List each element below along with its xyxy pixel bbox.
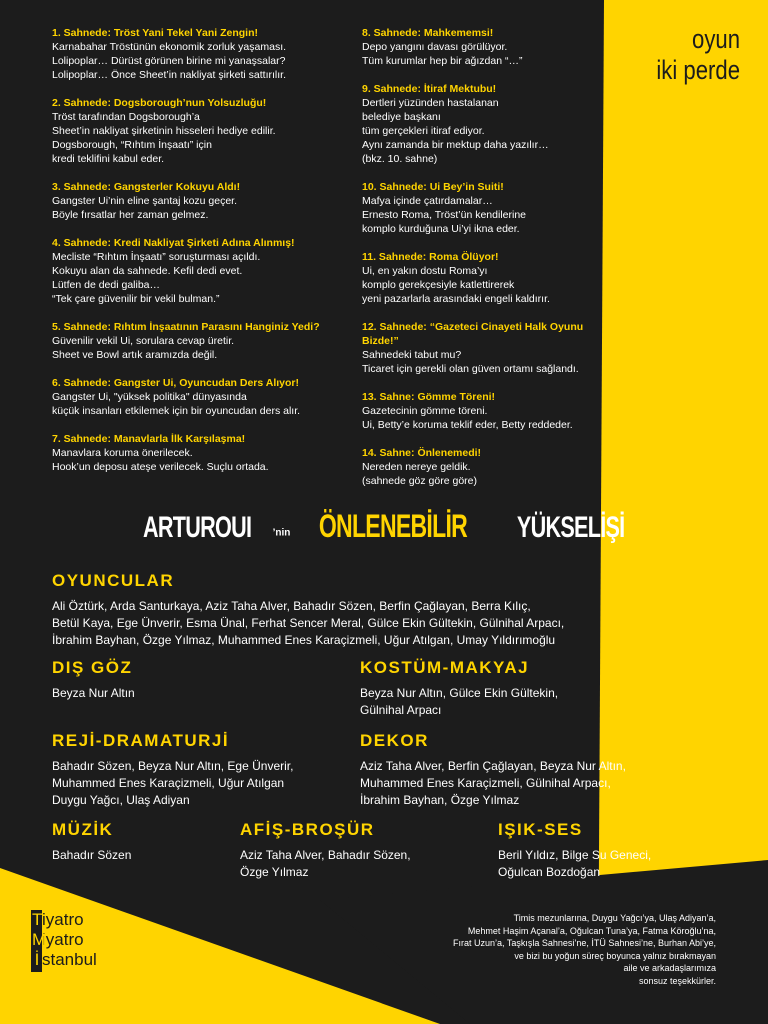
- scene-line: kredi teklifini kabul eder.: [52, 153, 165, 165]
- credit-line: Muhammed Enes Karaçizmeli, Uğur Atılgan: [52, 776, 285, 790]
- scene-block: [362, 390, 622, 432]
- scene-block: [362, 250, 622, 306]
- logo-row: [32, 950, 97, 970]
- scene-block: [362, 180, 622, 236]
- credit-line: Aziz Taha Alver, Bahadır Sözen,: [240, 848, 411, 862]
- credit-afis-brosur: [240, 819, 470, 881]
- scene-line: yeni pazarlarla arasındaki engeli kaldırır.: [362, 293, 550, 305]
- credit-line: Betül Kaya, Ege Ünverir, Esma Ünal, Ferhat Sencer Meral, Gülce Ekin Gültekin, Gülnihal Arpacı,: [52, 616, 565, 630]
- scene-title: 8. Sahnede: Mahkememsi!: [362, 27, 494, 39]
- credit-reji-dramaturji: [52, 730, 352, 809]
- scene-line: Gazetecinin gömme töreni.: [362, 405, 488, 417]
- scene-line: Dertleri yüzünden hastalanan: [362, 97, 499, 109]
- scene-title: 11. Sahnede: Roma Ölüyor!: [362, 251, 499, 263]
- scene-line: Manavlara koruma önerilecek.: [52, 447, 193, 459]
- credit-line: Muhammed Enes Karaçizmeli, Gülnihal Arpacı,: [360, 776, 611, 790]
- credit-heading: REJİ-DRAMATURJİ: [52, 731, 230, 750]
- scene-line: Mecliste “Rıhtım İnşaatı” soruşturması açıldı.: [52, 251, 261, 263]
- scene-line: “Tek çare güvenilir bir vekil bulman.”: [52, 293, 220, 305]
- scene-line: Sahnedeki tabut mu?: [362, 349, 462, 361]
- credit-dekor: [360, 730, 680, 809]
- scene-block: [52, 26, 352, 82]
- play-type: [656, 24, 740, 86]
- credit-oyuncular: [52, 570, 732, 649]
- credit-line: Beril Yıldız, Bilge Su Geneci,: [498, 848, 652, 862]
- credit-line: Oğulcan Bozdoğan: [498, 865, 601, 879]
- credit-line: Bahadır Sözen: [52, 848, 132, 862]
- credit-muzik: [52, 819, 222, 864]
- logo-word: iyatro: [42, 910, 84, 929]
- credit-line: Aziz Taha Alver, Berfin Çağlayan, Beyza Nur Altın,: [360, 759, 626, 773]
- credit-line: Beyza Nur Altın, Gülce Ekin Gültekin,: [360, 686, 559, 700]
- credit-heading: MÜZİK: [52, 820, 114, 839]
- credit-line: Bahadır Sözen, Beyza Nur Altın, Ege Ünverir,: [52, 759, 294, 773]
- thanks-line: Mehmet Haşim Açanal’a, Oğulcan Tuna’ya, Fatma Köroğlu’na,: [467, 925, 716, 936]
- scene-line: Gangster Ui’nin eline şantaj kozu geçer.: [52, 195, 238, 207]
- logo-initial: İ: [34, 950, 40, 969]
- thanks-line: sonsuz teşekkürler.: [638, 975, 716, 986]
- scene-line: Sheet’in nakliyat şirketinin hisseleri hediye edilir.: [52, 125, 276, 137]
- scene-title: 1. Sahnede: Tröst Yani Tekel Yani Zengin!: [52, 27, 258, 39]
- play-type-line-2: iki perde: [656, 55, 740, 85]
- credit-heading: DIŞ GÖZ: [52, 658, 133, 677]
- logo-initial: T: [32, 910, 43, 929]
- scene-line: (bkz. 10. sahne): [362, 153, 438, 165]
- scene-block: [362, 446, 622, 488]
- thanks-note: [416, 912, 716, 987]
- scene-block: [362, 320, 622, 376]
- thanks-line: Fırat Uzun’a, Taşkışla Sahnesi’ne, İTÜ Sahnesi’ne, Burhan Abi’ye,: [453, 938, 716, 948]
- scene-block: [362, 82, 622, 166]
- play-title: [0, 508, 768, 545]
- thanks-line: aile ve arkadaşlarımıza: [623, 963, 716, 973]
- scene-line: Kokuyu alan da sahnede. Kefil dedi evet.: [52, 265, 243, 277]
- scene-line: küçük insanları etkilemek için bir oyuncudan ders alır.: [52, 405, 301, 417]
- credit-line: Ali Öztürk, Arda Santurkaya, Aziz Taha Alver, Bahadır Sözen, Berfin Çağlayan, Berra Kılıç,: [52, 599, 531, 613]
- scene-line: Tüm kurumlar hep bir ağızdan “…”: [362, 55, 523, 67]
- scene-line: Ui, Betty’e koruma teklif eder, Betty reddeder.: [362, 419, 573, 431]
- logo-row: [32, 910, 97, 930]
- scene-title: 13. Sahne: Gömme Töreni!: [362, 391, 496, 403]
- thanks-line: Timis mezunlarına, Duygu Yağcı’ya, Ulaş Adiyan’a,: [513, 913, 716, 923]
- scene-block: [52, 320, 352, 362]
- scene-line: Mafya içinde çatırdamalar…: [362, 195, 493, 207]
- scene-line: (sahnede göz göre göre): [362, 475, 477, 487]
- scene-line: Lolipoplar… Önce Sheet’in nakliyat şirketi sattırılır.: [52, 69, 287, 81]
- play-title-part-1: ARTUROUI: [143, 511, 252, 544]
- scene-line: Hook’un deposu ateşe verilecek. Suçlu ortada.: [52, 461, 269, 473]
- scene-line: Lütfen de dedi galiba…: [52, 279, 160, 291]
- scene-title: 14. Sahne: Önlenemedi!: [362, 447, 482, 459]
- scene-line: Gangster Ui, "yüksek politika" dünyasında: [52, 391, 247, 403]
- scene-line: Ernesto Roma, Tröst’ün kendilerine: [362, 209, 526, 221]
- scene-line: Sheet ve Bowl artık aramızda değil.: [52, 349, 218, 361]
- credit-heading: OYUNCULAR: [52, 571, 175, 590]
- credit-kostum-makyaj: [360, 657, 660, 719]
- tiyatro-miyatro-istanbul-logo: [32, 910, 97, 970]
- scene-line: Karnabahar Tröstünün ekonomik zorluk yaşaması.: [52, 41, 287, 53]
- play-title-part-3: ÖNLENEBİLİR: [319, 508, 468, 544]
- scene-block: [362, 26, 622, 68]
- scene-title: 10. Sahnede: Ui Bey’in Suiti!: [362, 181, 504, 193]
- scene-line: komplo gerekçesiyle katlettirerek: [362, 279, 515, 291]
- play-title-part-2: ’nin: [272, 527, 291, 539]
- logo-initial: M: [32, 930, 47, 949]
- play-title-part-4: YÜKSELİŞİ: [517, 511, 625, 544]
- credit-line: Beyza Nur Altın: [52, 686, 135, 700]
- scene-title: 3. Sahnede: Gangsterler Kokuyu Aldı!: [52, 181, 241, 193]
- scene-line: belediye başkanı: [362, 111, 441, 123]
- scene-title: 7. Sahnede: Manavlarla İlk Karşılaşma!: [52, 433, 246, 445]
- scene-title: 5. Sahnede: Rıhtım İnşaatının Parasını Hanginiz Yedi?: [52, 321, 320, 333]
- scene-line: Güvenilir vekil Ui, sorulara cevap üretir.: [52, 335, 235, 347]
- scene-line: Dogsborough, “Rıhtım İnşaatı” için: [52, 139, 212, 151]
- credit-line: Gülnihal Arpacı: [360, 703, 442, 717]
- credit-line: İbrahim Bayhan, Özge Yılmaz, Muhammed Enes Karaçizmeli, Uğur Atılgan, Umay Yıldırımoğlu: [52, 633, 556, 647]
- scene-list-right: [362, 26, 622, 502]
- scene-list-left: [52, 26, 352, 488]
- credit-line: Duygu Yağcı, Ulaş Adiyan: [52, 793, 190, 807]
- scene-line: Depo yangını davası görülüyor.: [362, 41, 508, 53]
- scene-title: 9. Sahnede: İtiraf Mektubu!: [362, 83, 497, 95]
- scene-line: Nereden nereye geldik.: [362, 461, 471, 473]
- logo-word: iyatro: [42, 930, 84, 949]
- scene-block: [52, 180, 352, 222]
- scene-title: 2. Sahnede: Dogsborough’nun Yolsuzluğu!: [52, 97, 267, 109]
- scene-line: Ticaret için gerekli olan güven ortamı sağlandı.: [362, 363, 579, 375]
- logo-word: stanbul: [42, 950, 97, 969]
- credit-heading: IŞIK-SES: [498, 820, 583, 839]
- scene-title: 4. Sahnede: Kredi Nakliyat Şirketi Adına Alınmış!: [52, 237, 295, 249]
- logo-row: [32, 930, 97, 950]
- scene-title: 12. Sahnede: “Gazeteci Cinayeti Halk Oyunu Bizde!”: [362, 321, 584, 347]
- credit-heading: KOSTÜM-MAKYAJ: [360, 658, 530, 677]
- credit-heading: DEKOR: [360, 731, 429, 750]
- scene-block: [52, 432, 352, 474]
- scene-line: komplo kurduğuna Ui’yi ikna eder.: [362, 223, 520, 235]
- scene-block: [52, 96, 352, 166]
- scene-title: 6. Sahnede: Gangster Ui, Oyuncudan Ders Alıyor!: [52, 377, 300, 389]
- credit-line: Özge Yılmaz: [240, 865, 309, 879]
- scene-line: Lolipoplar… Dürüst görünen birine mi yanaşsalar?: [52, 55, 286, 67]
- scene-line: Ui, en yakın dostu Roma’yı: [362, 265, 488, 277]
- credit-line: İbrahim Bayhan, Özge Yılmaz: [360, 793, 520, 807]
- scene-block: [52, 236, 352, 306]
- scene-block: [52, 376, 352, 418]
- credit-heading: AFİŞ-BROŞÜR: [240, 820, 375, 839]
- scene-line: Tröst tarafından Dogsborough’a: [52, 111, 200, 123]
- play-type-line-1: oyun: [691, 24, 740, 54]
- scene-line: tüm gerçekleri itiraf ediyor.: [362, 125, 485, 137]
- credit-dis-goz: [52, 657, 332, 702]
- credit-isik-ses: [498, 819, 728, 881]
- thanks-line: ve bizi bu yoğun süreç boyunca yalnız bırakmayan: [514, 950, 716, 961]
- scene-line: Böyle fırsatlar her zaman gelmez.: [52, 209, 209, 221]
- scene-line: Aynı zamanda bir mektup daha yazılır…: [362, 139, 549, 151]
